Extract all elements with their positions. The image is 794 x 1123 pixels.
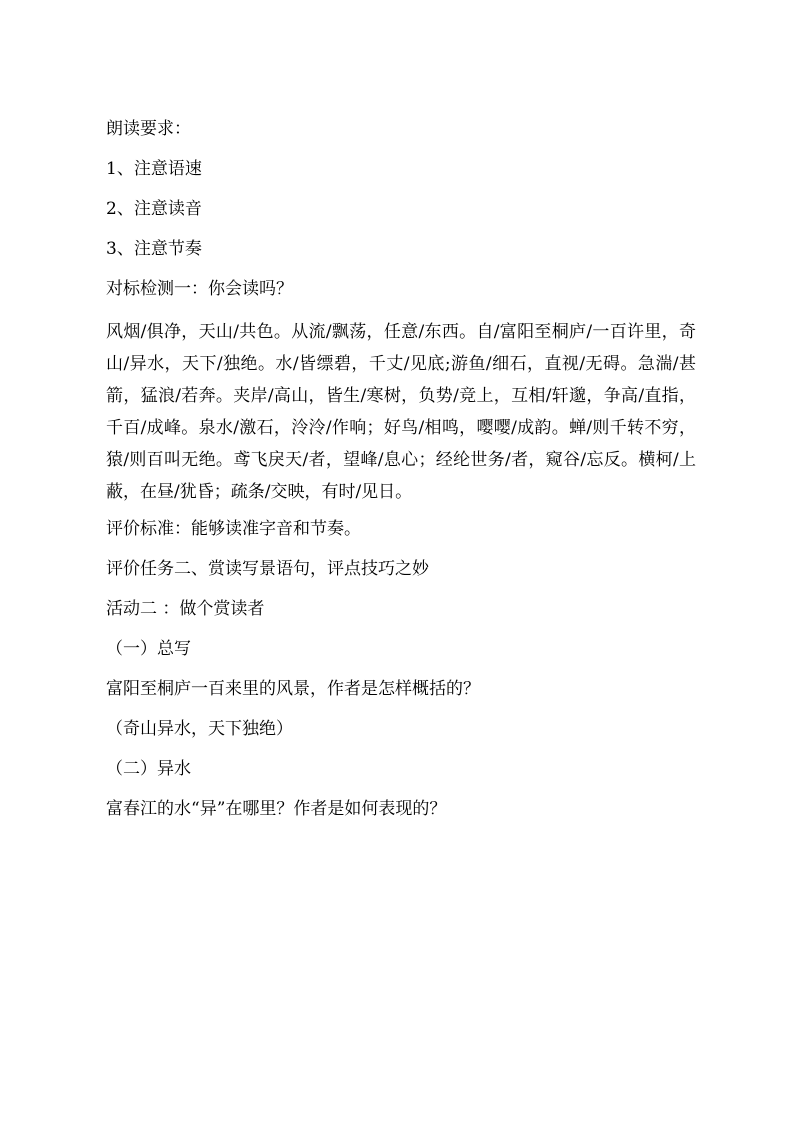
requirement-item-2: 2、注意读音 xyxy=(106,199,202,219)
task-two-title: 评价任务二、赏读写景语句，评点技巧之妙 xyxy=(106,559,429,579)
question-one: 富阳至桐庐一百来里的风景，作者是怎样概括的？ xyxy=(106,679,480,699)
reading-passage: 风烟/俱净，天山/共色。从流/飘荡，任意/东西。自/富阳至桐庐/一百许里，奇山/异水，天下/独绝。水/皆缥碧，千丈/见底;游鱼/细石，直视/无碍。急湍/甚箭，猛浪/若奔。夹岸/高山，皆生/寒树，负势/竞上，互相/轩邈，争高/直指，千百/成峰。泉水/激石，泠泠/作响；好鸟/相鸣，嘤嘤/成韵。蝉/则千转不穷，猿/则百叫无绝。鸢飞戾天/者，望峰/息心；经纶世务/者，窥谷/忘反。横柯/上蔽，在昼/犹昏；疏条/交映，有时/见日。 xyxy=(106,322,696,502)
document-body xyxy=(106,116,696,836)
answer-one: （奇山异水，天下独绝） xyxy=(106,719,293,739)
reading-requirements-heading: 朗读要求： xyxy=(106,119,191,139)
section-two-heading: （二）异水 xyxy=(106,759,191,779)
activity-two-title: 活动二 ：做个赏读者 xyxy=(106,599,265,619)
section-one-heading: （一）总写 xyxy=(106,639,191,659)
requirement-item-3: 3、注意节奏 xyxy=(106,239,202,259)
evaluation-criteria: 评价标准：能够读准字音和节奏。 xyxy=(106,519,361,539)
requirement-item-1: 1、注意语速 xyxy=(106,159,202,179)
question-two: 富春江的水“异”在哪里？作者是如何表现的？ xyxy=(106,799,447,819)
check-one-title: 对标检测一：你会读吗？ xyxy=(106,279,293,299)
